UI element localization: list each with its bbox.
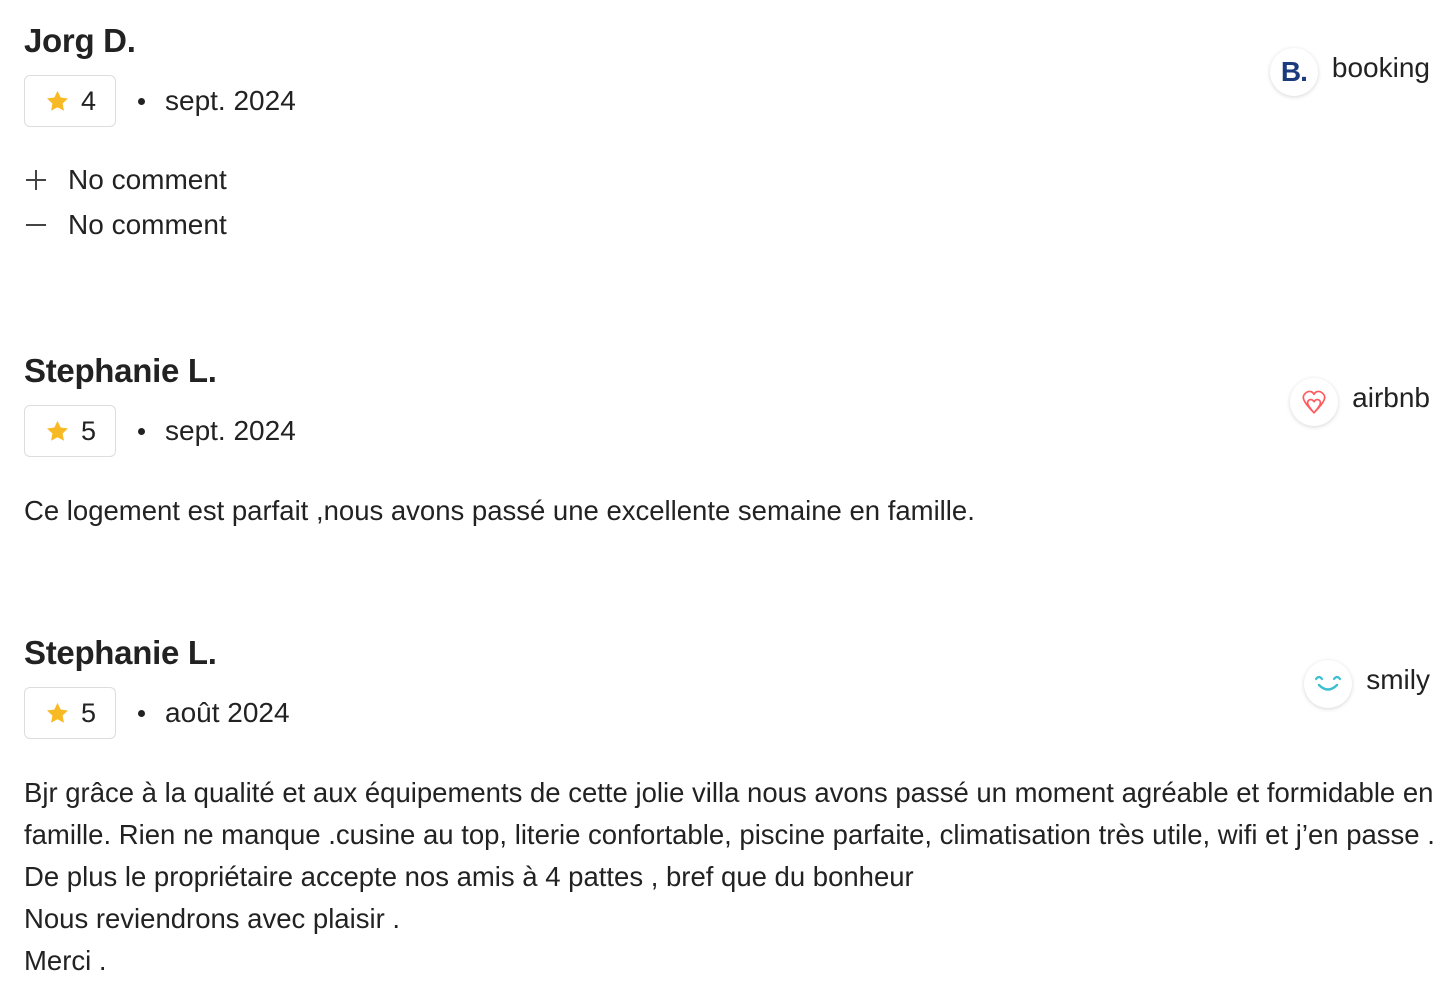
review-date: sept. 2024 bbox=[165, 415, 296, 446]
airbnb-logo-icon bbox=[1290, 378, 1338, 426]
comment-line: Merci . bbox=[24, 945, 107, 976]
plus-icon bbox=[24, 168, 48, 192]
review-source bbox=[1290, 378, 1430, 426]
comment-line: De plus le propriétaire accepte nos amis à 4 pattes , bref que du bonheur bbox=[24, 861, 914, 892]
negative-comment bbox=[24, 209, 227, 241]
rating-row bbox=[24, 75, 296, 127]
review-card bbox=[0, 634, 1446, 1006]
reviewer-name: Stephanie L. bbox=[24, 634, 217, 671]
rating-badge bbox=[24, 75, 116, 127]
separator-dot bbox=[138, 428, 145, 435]
reviewer-name: Jorg D. bbox=[24, 22, 136, 59]
source-name: booking bbox=[1331, 52, 1430, 83]
star-icon bbox=[45, 89, 70, 114]
positive-comment-text: No comment bbox=[68, 164, 227, 195]
negative-comment-text: No comment bbox=[68, 209, 227, 240]
minus-icon bbox=[24, 213, 48, 237]
booking-logo-icon bbox=[1270, 48, 1318, 96]
review-source bbox=[1270, 48, 1430, 96]
smily-logo-icon bbox=[1304, 660, 1352, 708]
review-date: sept. 2024 bbox=[165, 85, 296, 116]
smily-face-icon bbox=[1311, 672, 1345, 696]
rating-row bbox=[24, 405, 296, 457]
star-icon bbox=[45, 701, 70, 726]
source-name: smily bbox=[1366, 664, 1430, 695]
review-card bbox=[0, 22, 1446, 252]
comment-line: famille. Rien ne manque .cusine au top, literie confortable, piscine parfaite, climatisation très utile, wifi et j’en passe . bbox=[24, 819, 1435, 850]
rating-value: 5 bbox=[81, 415, 97, 446]
rating-badge bbox=[24, 405, 116, 457]
comment-line: Ce logement est parfait ,nous avons passé une excellente semaine en famille. bbox=[24, 495, 975, 526]
rating-row bbox=[24, 687, 290, 739]
review-card bbox=[0, 352, 1446, 552]
separator-dot bbox=[138, 98, 145, 105]
star-icon bbox=[45, 419, 70, 444]
source-name: airbnb bbox=[1352, 382, 1430, 413]
review-comment bbox=[24, 490, 1429, 532]
rating-badge bbox=[24, 687, 116, 739]
booking-logo-text: B. bbox=[1280, 56, 1307, 87]
rating-value: 4 bbox=[81, 85, 97, 116]
comment-line: Bjr grâce à la qualité et aux équipements de cette jolie villa nous avons passé un moment agréable et formidable en bbox=[24, 777, 1434, 808]
review-date: août 2024 bbox=[165, 697, 290, 728]
separator-dot bbox=[138, 710, 145, 717]
review-source bbox=[1304, 660, 1430, 708]
review-comment bbox=[24, 772, 1435, 982]
airbnb-symbol-icon bbox=[1299, 387, 1329, 417]
reviewer-name: Stephanie L. bbox=[24, 352, 217, 389]
comment-line: Nous reviendrons avec plaisir . bbox=[24, 903, 401, 934]
positive-comment bbox=[24, 164, 227, 196]
rating-value: 5 bbox=[81, 697, 97, 728]
